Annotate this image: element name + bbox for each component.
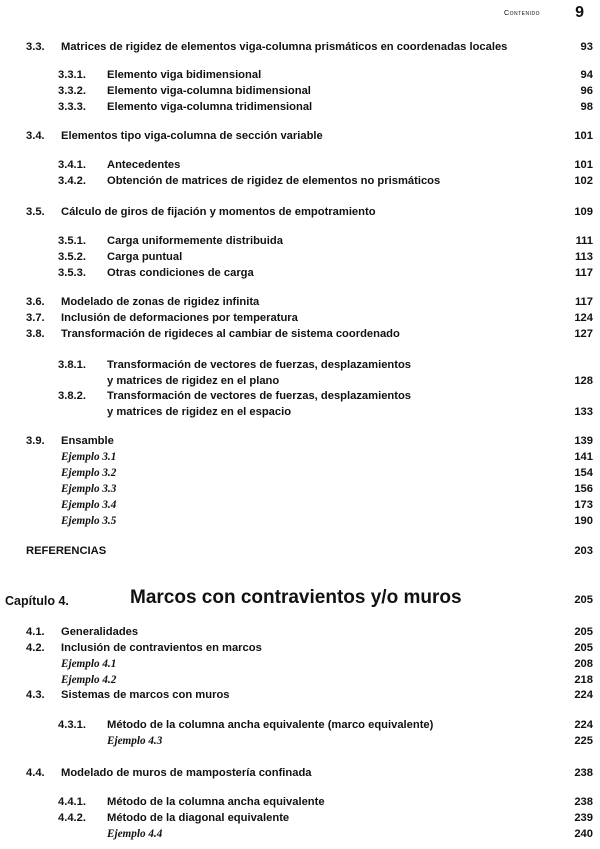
entry-page: 208: [574, 658, 593, 670]
entry-title: Elemento viga bidimensional: [107, 69, 262, 81]
page-header: [0, 4, 600, 24]
toc-example[interactable]: [0, 466, 600, 480]
toc-entry[interactable]: [0, 295, 600, 309]
entry-title: Matrices de rigidez de elementos viga-columna prismáticos en coordenadas locales: [61, 41, 508, 53]
entry-title: Cálculo de giros de fijación y momentos de empotramiento: [61, 206, 376, 218]
entry-number: 3.3.2.: [58, 85, 86, 97]
entry-page: 124: [574, 312, 593, 324]
entry-title: Generalidades: [61, 626, 139, 638]
entry-number: 4.2.: [26, 642, 45, 654]
toc-entry[interactable]: [0, 68, 600, 82]
example-title: Ejemplo 4.1: [61, 658, 117, 670]
entry-page: 98: [580, 101, 593, 113]
entry-title: Método de la columna ancha equivalente: [107, 796, 325, 808]
entry-title: Transformación de vectores de fuerzas, desplazamientos: [107, 390, 412, 402]
example-title: Ejemplo 3.5: [61, 515, 117, 527]
toc-entry[interactable]: [0, 641, 600, 655]
entry-number: 3.8.2.: [58, 390, 86, 402]
toc-entry[interactable]: [0, 625, 600, 639]
running-head: Contenido: [504, 10, 540, 17]
toc-entry[interactable]: [0, 205, 600, 219]
entry-page: 128: [574, 375, 593, 387]
toc-entry[interactable]: [0, 718, 600, 732]
entry-page: 117: [574, 267, 593, 279]
toc-example[interactable]: [0, 482, 600, 496]
entry-page: 238: [574, 796, 593, 808]
toc-entry[interactable]: [0, 327, 600, 341]
entry-number: 4.3.1.: [58, 719, 86, 731]
entry-title: Elemento viga-columna tridimensional: [107, 101, 313, 113]
entry-page: 93: [580, 41, 593, 53]
toc-entry[interactable]: [0, 688, 600, 702]
entry-number: 4.3.: [26, 689, 45, 701]
entry-title: Antecedentes: [107, 159, 181, 171]
entry-title: Obtención de matrices de rigidez de elementos no prismáticos: [107, 175, 441, 187]
toc-entry[interactable]: [0, 358, 600, 372]
entry-page: 240: [574, 828, 593, 840]
toc-entry[interactable]: [0, 389, 600, 403]
toc-example[interactable]: [0, 514, 600, 528]
entry-page: 238: [574, 767, 593, 779]
entry-number: 3.5.: [26, 206, 45, 218]
entry-page: 109: [574, 206, 593, 218]
entry-page: 154: [574, 467, 593, 479]
toc-entry[interactable]: [0, 158, 600, 172]
entry-title: Carga uniformemente distribuida: [107, 235, 283, 247]
chapter-label: Capítulo 4.: [5, 594, 69, 608]
entry-title: Modelado de muros de mampostería confinada: [61, 767, 312, 779]
entry-number: 3.5.1.: [58, 235, 86, 247]
entry-number: 3.9.: [26, 435, 45, 447]
entry-page: 141: [574, 451, 593, 463]
example-title: Ejemplo 4.4: [107, 828, 163, 840]
entry-page: 224: [574, 719, 593, 731]
references-title: REFERENCIAS: [26, 545, 107, 557]
entry-page: 127: [574, 328, 593, 340]
entry-page: 101: [574, 130, 593, 142]
entry-page: 113: [574, 251, 593, 263]
page-number: 9: [575, 4, 584, 21]
entry-page: 224: [574, 689, 593, 701]
entry-number: 4.4.: [26, 767, 45, 779]
entry-number: 3.4.1.: [58, 159, 86, 171]
toc-entry[interactable]: [0, 434, 600, 448]
entry-page: 102: [574, 175, 593, 187]
entry-number: 3.3.1.: [58, 69, 86, 81]
entry-title: Sistemas de marcos con muros: [61, 689, 230, 701]
entry-page: 239: [574, 812, 593, 824]
entry-page: 225: [574, 735, 593, 747]
entry-page: 190: [574, 515, 593, 527]
toc-example[interactable]: [0, 673, 600, 687]
example-title: Ejemplo 4.3: [107, 735, 163, 747]
entry-number: 3.4.: [26, 130, 45, 142]
entry-title: Método de la diagonal equivalente: [107, 812, 290, 824]
entry-title: Inclusión de deformaciones por temperatura: [61, 312, 298, 324]
entry-title-line2: y matrices de rigidez en el plano: [107, 375, 280, 387]
entry-number: 3.4.2.: [58, 175, 86, 187]
example-title: Ejemplo 3.3: [61, 483, 117, 495]
toc-entry[interactable]: [0, 84, 600, 98]
toc-references[interactable]: [0, 544, 600, 558]
entry-number: 3.8.1.: [58, 359, 86, 371]
toc-example[interactable]: [0, 734, 600, 748]
entry-number: 3.8.: [26, 328, 45, 340]
entry-title: Inclusión de contravientos en marcos: [61, 642, 262, 654]
entry-page: 156: [574, 483, 593, 495]
entry-title: Método de la columna ancha equivalente (marco equivalente): [107, 719, 434, 731]
toc-entry[interactable]: [0, 100, 600, 114]
entry-number: 3.5.3.: [58, 267, 86, 279]
entry-title: Transformación de rigideces al cambiar de sistema coordenado: [61, 328, 400, 340]
entry-title: Transformación de vectores de fuerzas, desplazamientos: [107, 359, 412, 371]
entry-title: Modelado de zonas de rigidez infinita: [61, 296, 260, 308]
chapter-page: 205: [574, 594, 593, 606]
entry-title: Otras condiciones de carga: [107, 267, 254, 279]
entry-page: 117: [574, 296, 593, 308]
entry-number: 3.3.: [26, 41, 45, 53]
toc-entry[interactable]: [0, 766, 600, 780]
entry-number: 4.1.: [26, 626, 45, 638]
entry-page: 205: [574, 642, 593, 654]
entry-page: 205: [574, 626, 593, 638]
toc-entry[interactable]: [0, 795, 600, 809]
example-title: Ejemplo 3.2: [61, 467, 117, 479]
entry-title: Elementos tipo viga-columna de sección variable: [61, 130, 323, 142]
entry-page: 94: [580, 69, 593, 81]
toc-example[interactable]: [0, 657, 600, 671]
entry-title-line2: y matrices de rigidez en el espacio: [107, 406, 292, 418]
toc-example[interactable]: [0, 450, 600, 464]
entry-page: 101: [574, 159, 593, 171]
toc-example[interactable]: [0, 498, 600, 512]
toc-entry[interactable]: [0, 234, 600, 248]
entry-page: 173: [574, 499, 593, 511]
entry-title: Elemento viga-columna bidimensional: [107, 85, 311, 97]
toc-entry[interactable]: [0, 811, 600, 825]
entry-page: 139: [574, 435, 593, 447]
entry-number: 3.6.: [26, 296, 45, 308]
example-title: Ejemplo 3.1: [61, 451, 117, 463]
toc-example[interactable]: [0, 827, 600, 841]
entry-number: 3.7.: [26, 312, 45, 324]
chapter-title: Marcos con contravientos y/o muros: [130, 587, 462, 608]
example-title: Ejemplo 3.4: [61, 499, 117, 511]
entry-number: 4.4.2.: [58, 812, 86, 824]
example-title: Ejemplo 4.2: [61, 674, 117, 686]
entry-title: Ensamble: [61, 435, 114, 447]
entry-page: 111: [575, 235, 593, 247]
toc-entry[interactable]: [0, 40, 600, 54]
toc-entry[interactable]: [0, 174, 600, 188]
entry-number: 3.3.3.: [58, 101, 86, 113]
toc-entry[interactable]: [0, 311, 600, 325]
entry-page: 218: [574, 674, 593, 686]
toc-entry[interactable]: [0, 129, 600, 143]
toc-entry[interactable]: [0, 250, 600, 264]
entry-title: Carga puntual: [107, 251, 183, 263]
toc-entry-continued[interactable]: [0, 374, 600, 388]
entry-page: 203: [574, 545, 593, 557]
toc-entry[interactable]: [0, 266, 600, 280]
entry-number: 4.4.1.: [58, 796, 86, 808]
entry-page: 133: [574, 406, 593, 418]
toc-entry-continued[interactable]: [0, 405, 600, 419]
entry-number: 3.5.2.: [58, 251, 86, 263]
entry-page: 96: [580, 85, 593, 97]
